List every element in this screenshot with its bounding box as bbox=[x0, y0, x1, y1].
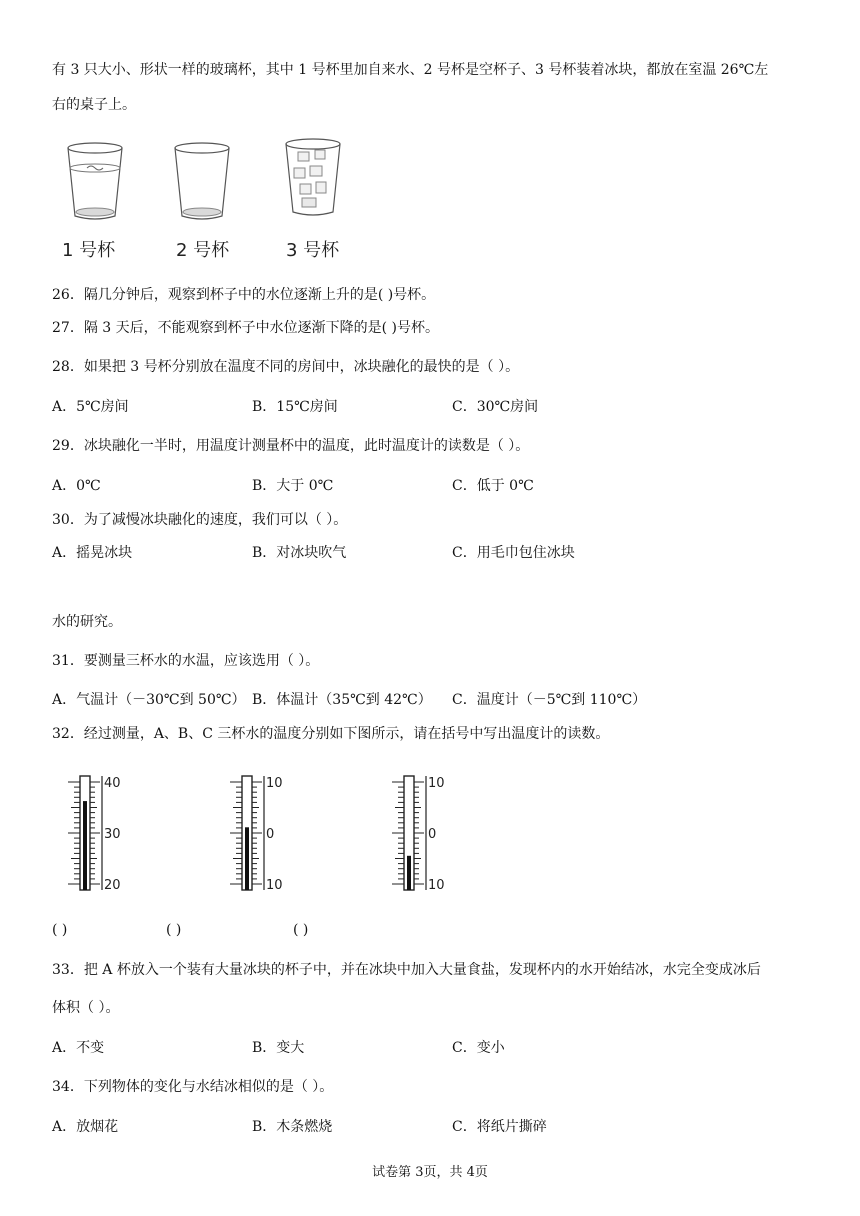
mercury-column bbox=[245, 827, 249, 890]
question-26: 26．隔几分钟后，观察到杯子中的水位逐渐上升的是( )号杯。 bbox=[52, 287, 436, 303]
q33-option-a[interactable]: A．不变 bbox=[52, 1040, 105, 1056]
q32-blank-c[interactable]: ( ) bbox=[293, 922, 309, 938]
question-31: 31．要测量三杯水的水温，应该选用（ ）。 bbox=[52, 653, 320, 669]
q29-option-b[interactable]: B．大于 0℃ bbox=[252, 478, 334, 494]
intro-line-1: 有 3 只大小、形状一样的玻璃杯，其中 1 号杯里加自来水、2 号杯是空杯子、3 号杯装着冰块，都放在室温 26℃左 bbox=[52, 62, 769, 78]
q28-option-b[interactable]: B．15℃房间 bbox=[252, 399, 338, 415]
scale-label: 0 bbox=[428, 827, 437, 842]
q29-option-c[interactable]: C．低于 0℃ bbox=[452, 478, 534, 494]
thermometer-a bbox=[60, 770, 140, 898]
thermometer-c bbox=[384, 770, 464, 898]
q30-option-a[interactable]: A．摇晃冰块 bbox=[52, 545, 133, 561]
cups-figure bbox=[60, 138, 350, 228]
question-27: 27．隔 3 天后，不能观察到杯子中水位逐渐下降的是( )号杯。 bbox=[52, 320, 439, 336]
question-33-line-2: 体积（ ）。 bbox=[52, 1000, 120, 1016]
section-heading: 水的研究。 bbox=[52, 614, 122, 630]
question-33-line-1: 33．把 A 杯放入一个装有大量冰块的杯子中，并在冰块中加入大量食盐，发现杯内的水开始结冰，水完全变成冰后 bbox=[52, 962, 761, 978]
q34-option-b[interactable]: B．木条燃烧 bbox=[252, 1119, 333, 1135]
scale-label: 10 bbox=[266, 776, 283, 791]
empty-glass-icon bbox=[175, 143, 229, 219]
question-30: 30．为了减慢冰块融化的速度，我们可以（ ）。 bbox=[52, 512, 348, 528]
mercury-column bbox=[407, 856, 411, 890]
cup-1-label: 1 号杯 bbox=[62, 240, 116, 261]
ice-glass-icon bbox=[286, 139, 340, 215]
q31-option-c[interactable]: C．温度计（－5℃到 110℃） bbox=[452, 692, 647, 708]
question-29: 29．冰块融化一半时，用温度计测量杯中的温度，此时温度计的读数是（ ）。 bbox=[52, 438, 530, 454]
water-glass-icon bbox=[68, 143, 122, 219]
scale-label: 0 bbox=[266, 827, 275, 842]
q34-option-c[interactable]: C．将纸片撕碎 bbox=[452, 1119, 547, 1135]
q31-option-b[interactable]: B．体温计（35℃到 42℃） bbox=[252, 692, 432, 708]
mercury-column bbox=[83, 801, 87, 890]
intro-line-2: 右的桌子上。 bbox=[52, 97, 136, 113]
question-34: 34．下列物体的变化与水结冰相似的是（ ）。 bbox=[52, 1079, 334, 1095]
cup-2-label: 2 号杯 bbox=[176, 240, 230, 261]
q34-option-a[interactable]: A．放烟花 bbox=[52, 1119, 119, 1135]
scale-label: 30 bbox=[104, 827, 121, 842]
q28-option-a[interactable]: A．5℃房间 bbox=[52, 399, 129, 415]
q33-option-b[interactable]: B．变大 bbox=[252, 1040, 305, 1056]
page-footer: 试卷第 3页，共 4页 bbox=[372, 1165, 488, 1180]
q31-option-a[interactable]: A．气温计（－30℃到 50℃） bbox=[52, 692, 246, 708]
q32-blank-b[interactable]: ( ) bbox=[166, 922, 182, 938]
q29-option-a[interactable]: A．0℃ bbox=[52, 478, 101, 494]
q28-option-c[interactable]: C．30℃房间 bbox=[452, 399, 539, 415]
scale-label: 40 bbox=[104, 776, 121, 791]
q32-blank-a[interactable]: ( ) bbox=[52, 922, 68, 938]
question-32: 32．经过测量，A、B、C 三杯水的温度分别如下图所示，请在括号中写出温度计的读数。 bbox=[52, 726, 610, 742]
q30-option-c[interactable]: C．用毛巾包住冰块 bbox=[452, 545, 575, 561]
q33-option-c[interactable]: C．变小 bbox=[452, 1040, 505, 1056]
cup-3-label: 3 号杯 bbox=[286, 240, 340, 261]
q30-option-b[interactable]: B．对冰块吹气 bbox=[252, 545, 347, 561]
thermometer-b bbox=[222, 770, 302, 898]
scale-label: 10 bbox=[428, 776, 445, 791]
scale-label: 10 bbox=[266, 878, 283, 893]
question-28: 28．如果把 3 号杯分别放在温度不同的房间中，冰块融化的最快的是（ ）。 bbox=[52, 359, 520, 375]
scale-label: 10 bbox=[428, 878, 445, 893]
scale-label: 20 bbox=[104, 878, 121, 893]
